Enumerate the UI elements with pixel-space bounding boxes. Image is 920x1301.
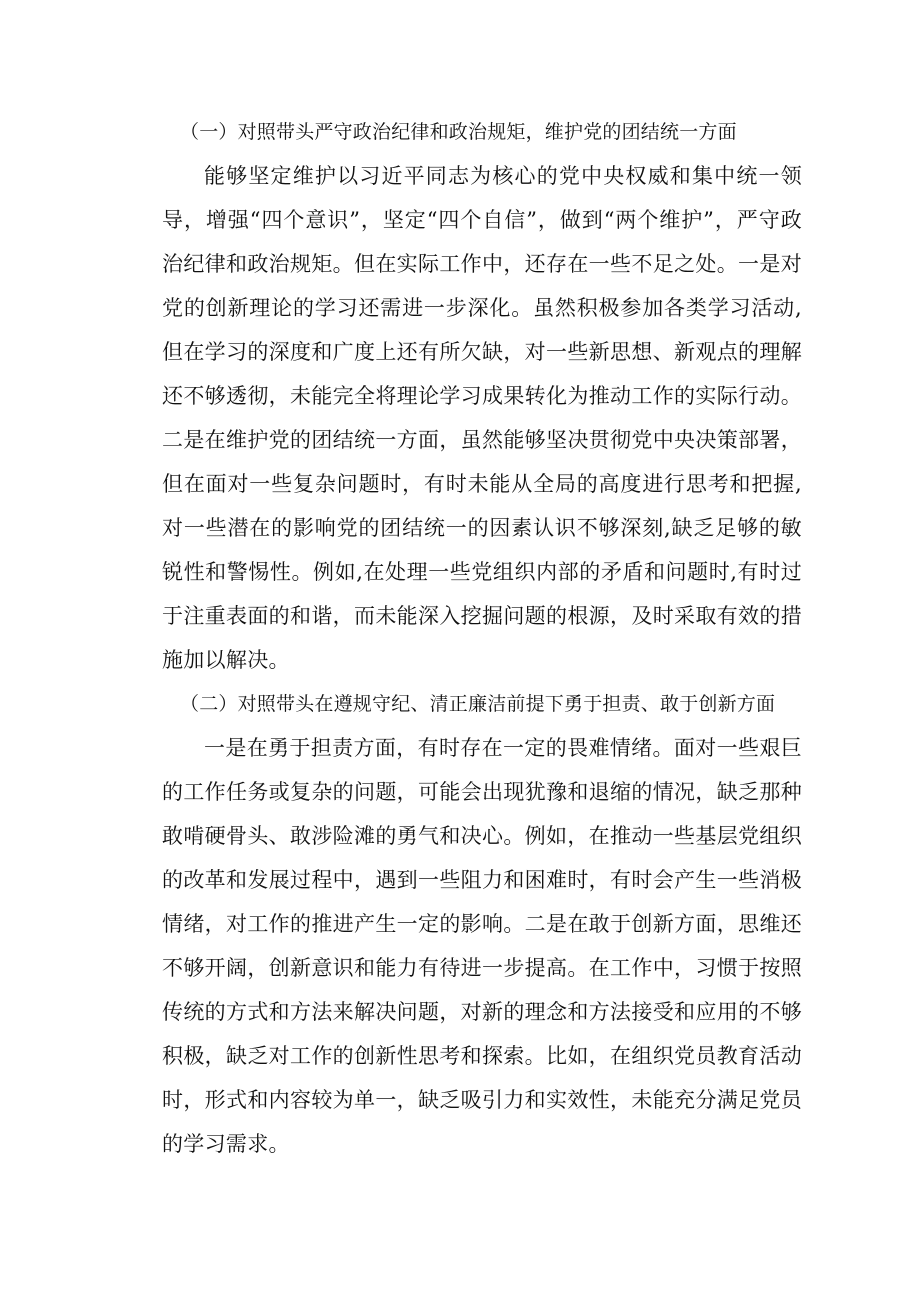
document-body xyxy=(162,110,802,1166)
section-1-heading: （一）对照带头严守政治纪律和政治规矩，维护党的团结统一方面 xyxy=(180,121,737,143)
section-2-heading: （二）对照带头在遵规守纪、清正廉洁前提下勇于担责、敢于创新方面 xyxy=(180,693,776,715)
section-1-paragraph: 能够坚定维护以习近平同志为核心的党中央权威和集中统一领导，增强“四个意识”，坚定“四个自信”，做到“两个维护”，严守政治纪律和政治规矩。但在实际工作中，还存在一些不足之处。一是对党的创新理论的学习还需进一步深化。虽然积极参加各类学习活动,但在学习的深度和广度上还有所欠缺，对一些新思想、新观点的理解还不够透彻，未能完全将理论学习成果转化为推动工作的实际行动。二是在维护党的团结统一方面，虽然能够坚决贯彻党中央决策部署，但在面对一些复杂问题时，有时未能从全局的高度进行思考和把握,对一些潜在的影响党的团结统一的因素认识不够深刻,缺乏足够的敏锐性和警惕性。例如,在处理一些党组织内部的矛盾和问题时,有时过于注重表面的和谐，而未能深入挖掘问题的根源，及时采取有效的措施加以解决。 xyxy=(162,164,802,672)
section-2-paragraph: 一是在勇于担责方面，有时存在一定的畏难情绪。面对一些艰巨的工作任务或复杂的问题，可能会出现犹豫和退缩的情况，缺乏那种敢啃硬骨头、敢涉险滩的勇气和决心。例如，在推动一些基层党组织的改革和发展过程中，遇到一些阻力和困难时，有时会产生一些消极情绪，对工作的推进产生一定的影响。二是在敢于创新方面，思维还不够开阔，创新意识和能力有待进一步提高。在工作中，习惯于按照传统的方式和方法来解决问题，对新的理念和方法接受和应用的不够积极，缺乏对工作的创新性思考和探索。比如，在组织党员教育活动时，形式和内容较为单一，缺乏吸引力和实效性，未能充分满足党员的学习需求。 xyxy=(162,736,802,1156)
